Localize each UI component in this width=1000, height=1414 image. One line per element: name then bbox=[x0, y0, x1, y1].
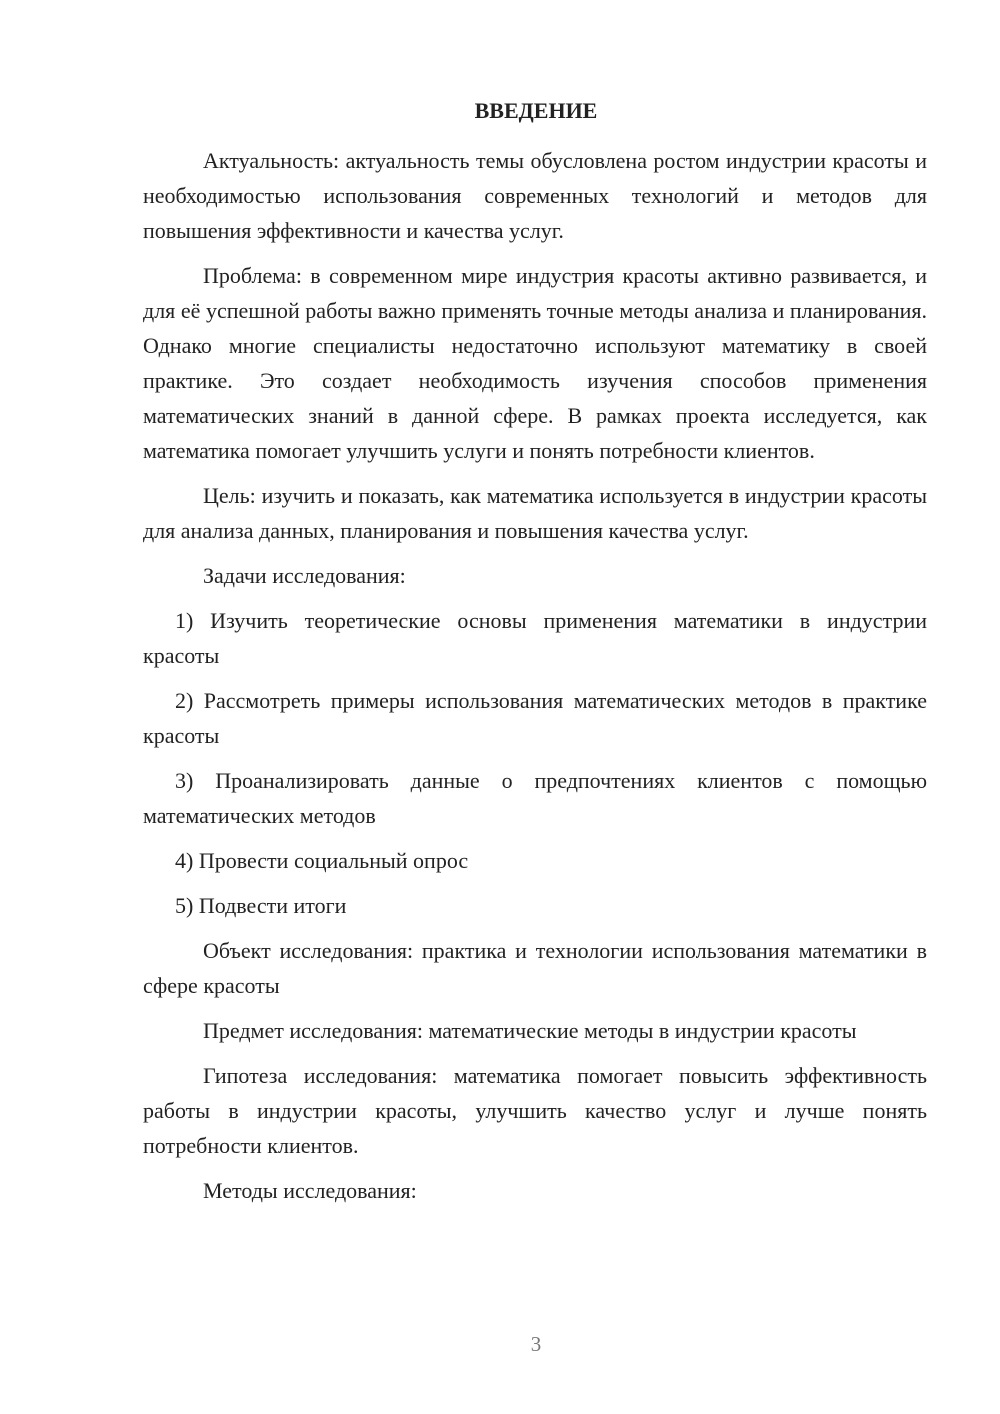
paragraph-hypothesis: Гипотеза исследования: математика помогает повысить эффективность работы в индустрии красоты, улучшить качество услуг и лучше понять потребности клиентов. bbox=[143, 1063, 927, 1158]
list-item-task-3: 3) Проанализировать данные о предпочтениях клиентов с помощью математических методов bbox=[143, 768, 927, 828]
document-body bbox=[143, 143, 927, 1208]
page-number: 3 bbox=[530, 1332, 542, 1356]
paragraph-problem: Проблема: в современном мире индустрия красоты активно развивается, и для её успешной работы важно применять точные методы анализа и планирования. Однако многие специалисты недостаточно используют математику в своей практике. Это создает необходимость изучения способов применения математических знаний в данной сфере. В рамках проекта исследуется, как математика помогает улучшить услуги и понять потребности клиентов. bbox=[143, 263, 927, 463]
paragraph-object: Объект исследования: практика и технологии использования математики в сфере красоты bbox=[143, 938, 927, 998]
paragraph-methods: Методы исследования: bbox=[203, 1178, 417, 1203]
list-item-task-2: 2) Рассмотреть примеры использования математических методов в практике красоты bbox=[143, 688, 927, 748]
list-item-task-4: 4) Провести социальный опрос bbox=[175, 848, 469, 873]
list-item-task-1: 1) Изучить теоретические основы применения математики в индустрии красоты bbox=[143, 608, 927, 668]
paragraph-subject: Предмет исследования: математические методы в индустрии красоты bbox=[203, 1018, 857, 1043]
paragraph-goal: Цель: изучить и показать, как математика используется в индустрии красоты для анализа данных, планирования и повышения качества услуг. bbox=[143, 483, 927, 543]
paragraph-tasks-heading: Задачи исследования: bbox=[203, 563, 406, 588]
paragraph-relevance: Актуальность: актуальность темы обусловлена ростом индустрии красоты и необходимостью использования современных технологий и методов для повышения эффективности и качества услуг. bbox=[143, 148, 927, 243]
page-title: ВВЕДЕНИЕ bbox=[474, 98, 598, 123]
list-item-task-5: 5) Подвести итоги bbox=[175, 893, 347, 918]
